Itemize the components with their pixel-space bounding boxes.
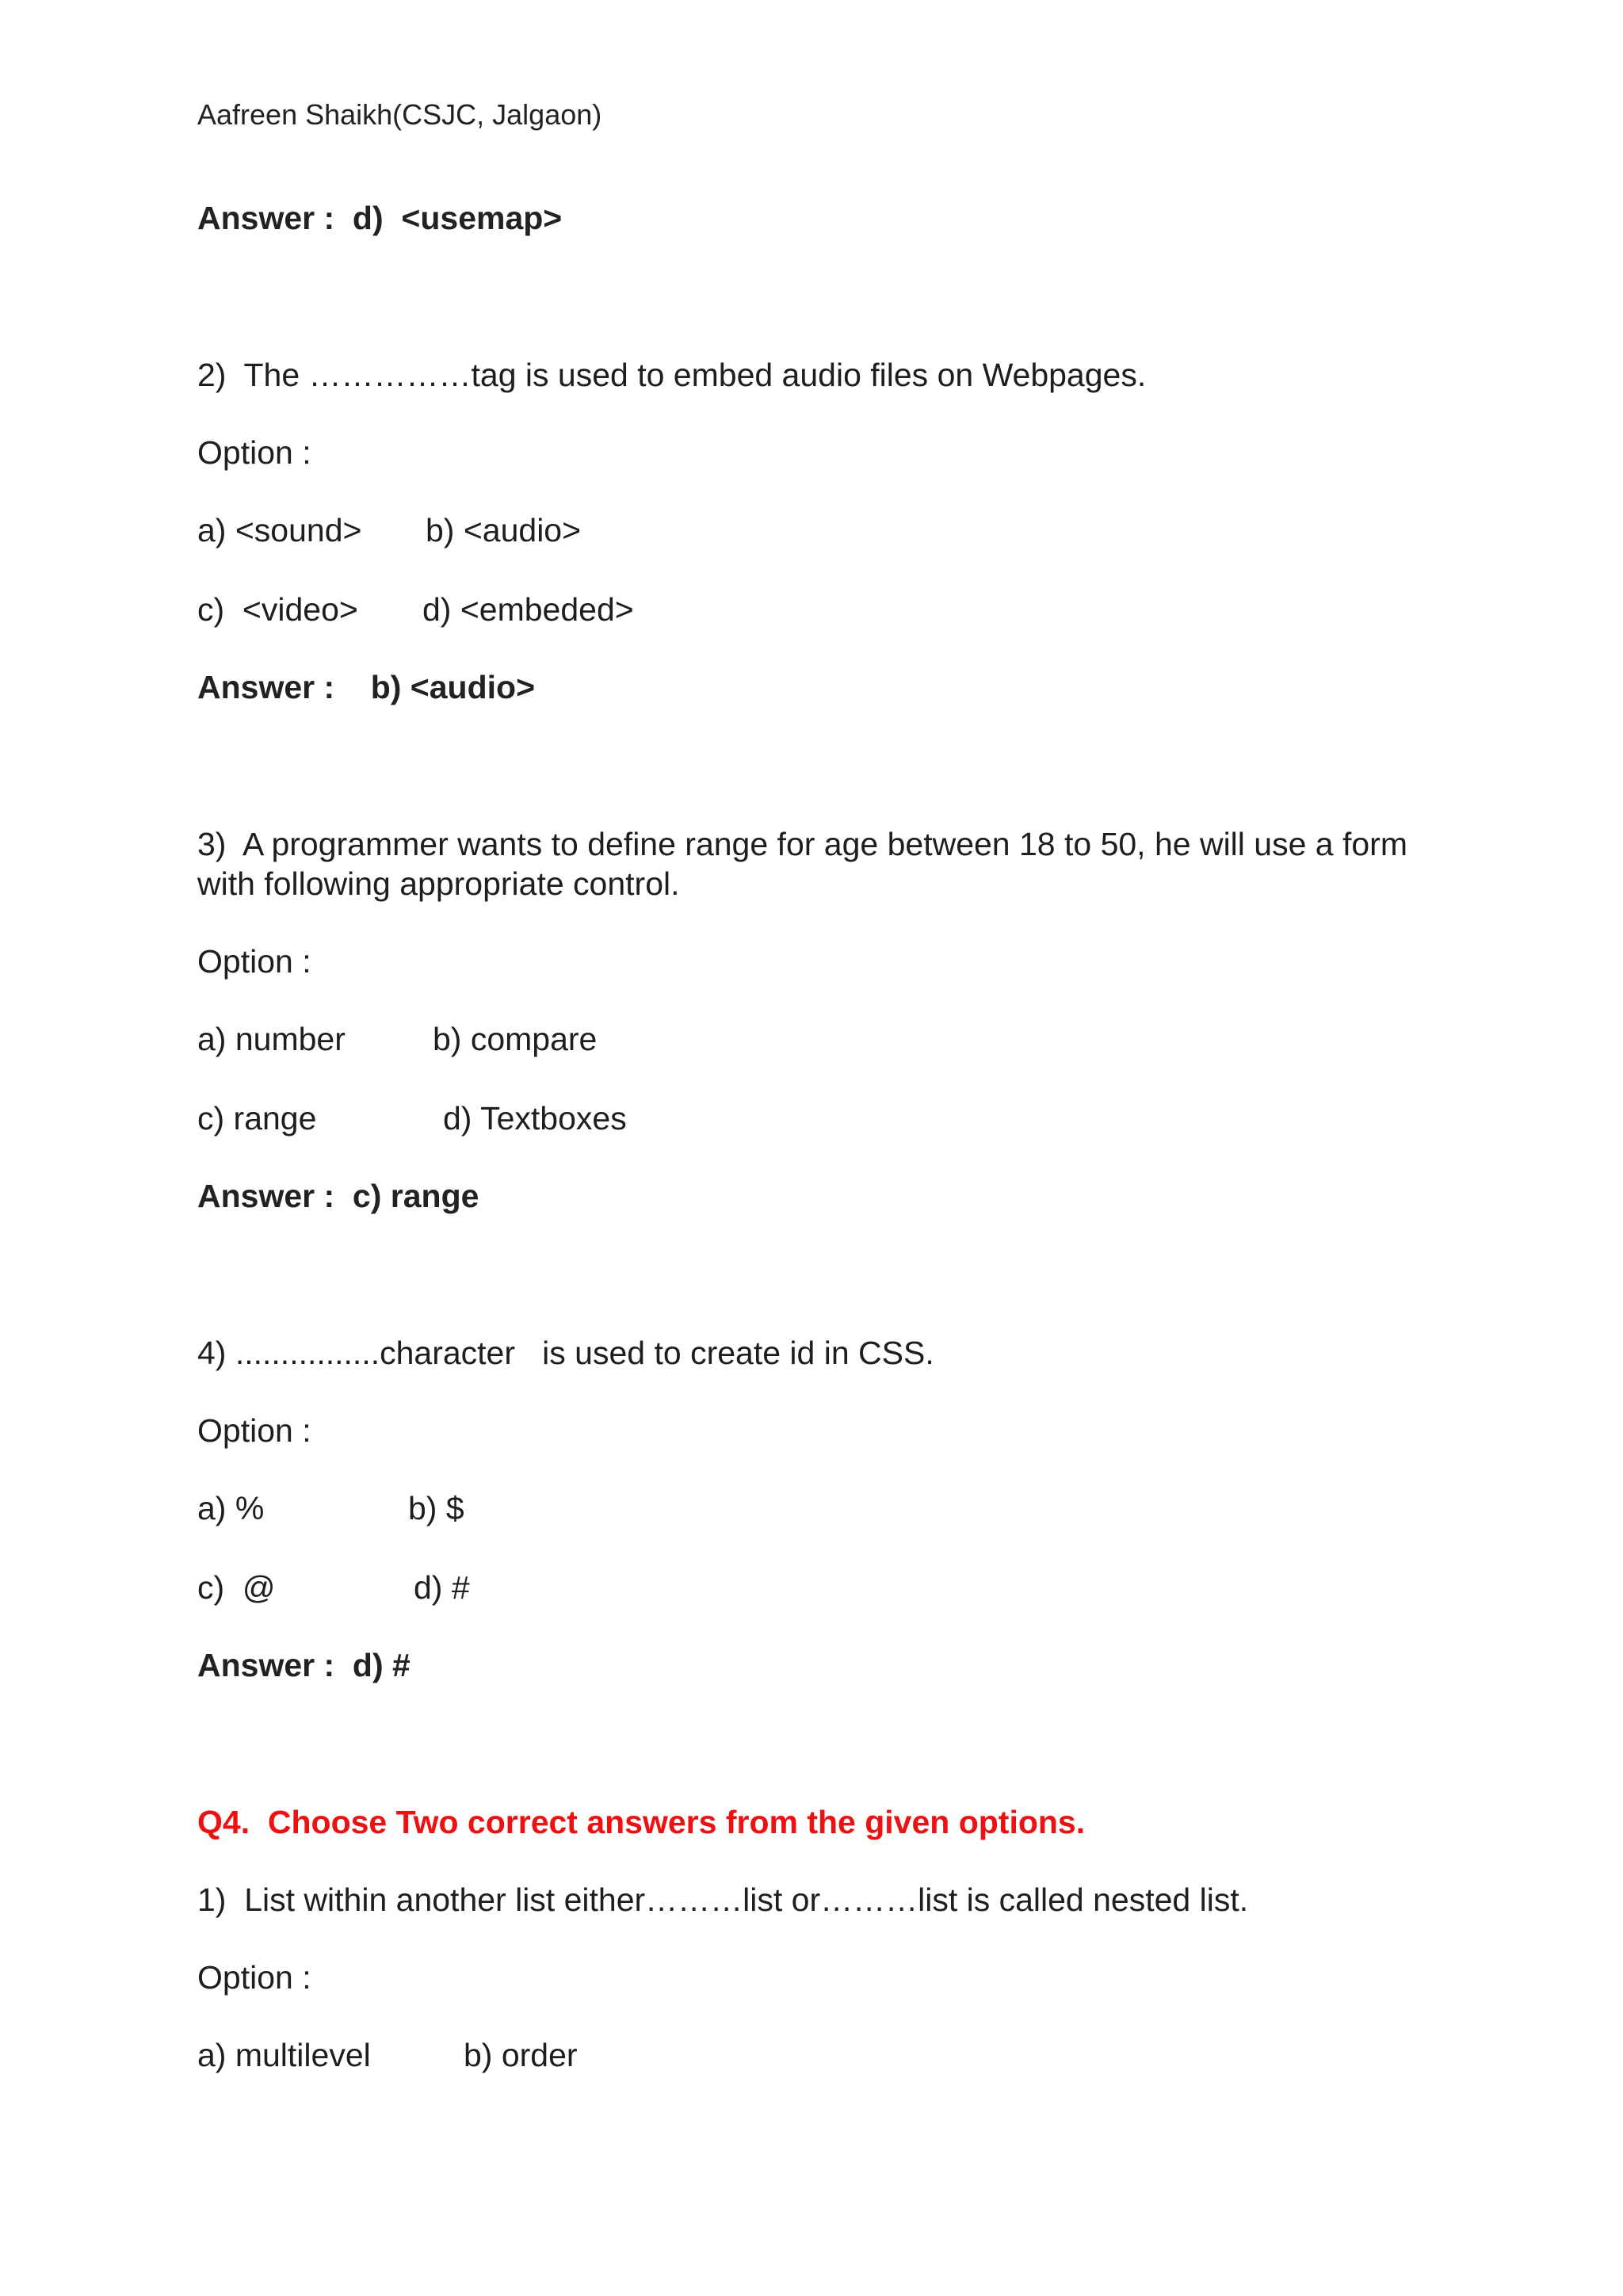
page-header: Aafreen Shaikh(CSJC, Jalgaon) [197, 98, 602, 131]
option-label-q3: Option : [197, 943, 311, 980]
q3-option-a: a) number [197, 1021, 346, 1057]
question-2: 2) The ……………tag is used to embed audio files on Webpages. [197, 357, 1147, 393]
option-label-q4: Option : [197, 1412, 311, 1449]
question-3-line-1: 3) A programmer wants to define range for age between 18 to 50, he will use a form [197, 826, 1407, 862]
q4-option-d: d) # [414, 1569, 470, 1606]
option-label-section-q4-1: Option : [197, 1959, 311, 1996]
q3-option-d: d) Textboxes [443, 1100, 627, 1137]
q4-option-a: a) % [197, 1490, 265, 1526]
q2-option-a: a) <sound> [197, 512, 362, 548]
q2-option-b: b) <audio> [426, 512, 582, 548]
q4-option-b: b) $ [408, 1490, 464, 1526]
answer-q2: Answer : b) <audio> [197, 669, 536, 705]
q3-option-b: b) compare [433, 1021, 598, 1057]
section-q4-question-1: 1) List within another list either………list or………list is called nested list. [197, 1881, 1249, 1918]
q2-option-d: d) <embeded> [422, 591, 634, 628]
question-3-line-2: with following appropriate control. [197, 865, 680, 902]
section-q4-q1-option-a: a) multilevel [197, 2037, 371, 2073]
q2-option-c: c) <video> [197, 591, 358, 628]
answer-q1: Answer : d) <usemap> [197, 200, 563, 236]
question-4: 4) ................character is used to create id in CSS. [197, 1335, 934, 1371]
answer-q4: Answer : d) # [197, 1647, 411, 1683]
option-label-q2: Option : [197, 434, 311, 471]
section-heading-q4: Q4. Choose Two correct answers from the given options. [197, 1804, 1086, 1840]
answer-q3: Answer : c) range [197, 1178, 479, 1214]
q4-option-c: c) @ [197, 1569, 276, 1606]
q3-option-c: c) range [197, 1100, 317, 1137]
section-q4-q1-option-b: b) order [464, 2037, 578, 2073]
